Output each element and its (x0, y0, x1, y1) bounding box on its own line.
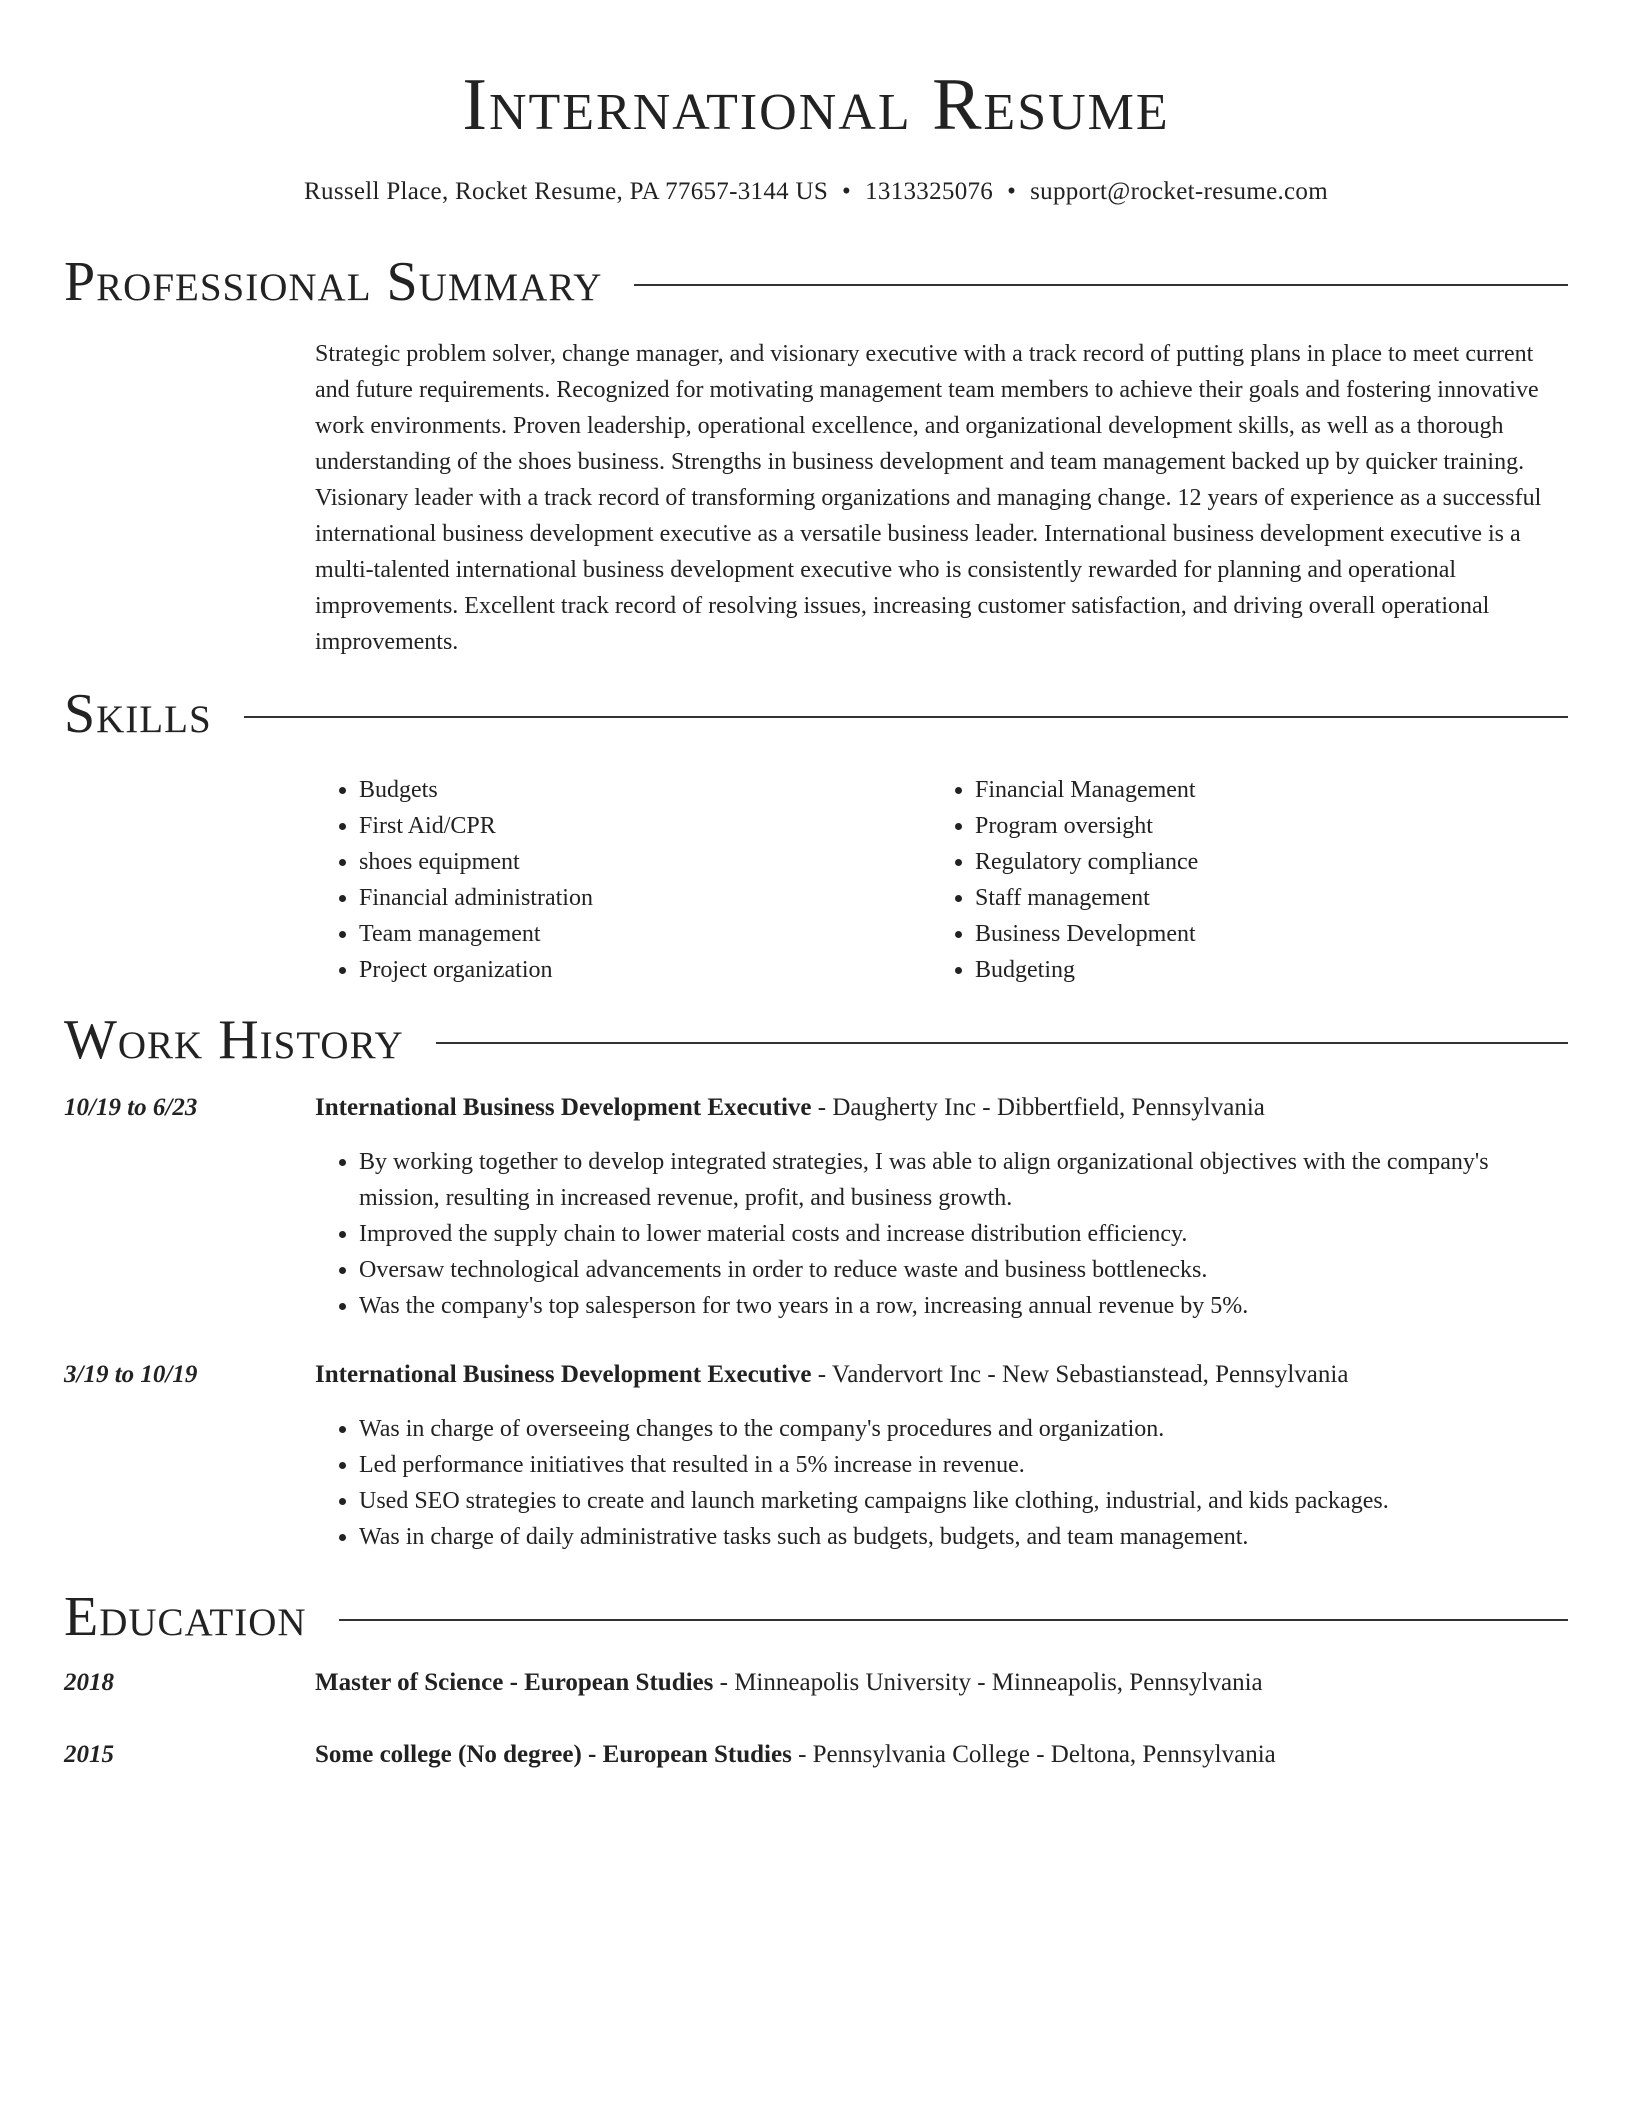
job-bullets (315, 1411, 1570, 1555)
heading-divider (634, 284, 1568, 286)
job-headline (315, 1090, 1265, 1126)
education-details: - Minneapolis University - Minneapolis, Pennsylvania (713, 1669, 1263, 1696)
separator: • (842, 178, 852, 205)
separator: • (1007, 178, 1017, 205)
heading-divider (244, 716, 1568, 718)
skill-item: • shoes equipment (359, 844, 931, 880)
email: support@rocket-resume.com (1030, 178, 1328, 205)
education-degree: Some college (No degree) - European Studies (315, 1741, 792, 1768)
job-dates: 10/19 to 6/23 (64, 1094, 198, 1121)
phone: 1313325076 (865, 178, 994, 205)
work-heading-title: Work History (64, 1009, 404, 1071)
education-headline (315, 1665, 1263, 1701)
skill-item: • Team management (359, 916, 931, 952)
education-year: 2018 (64, 1669, 114, 1696)
job-bullet: • Oversaw technological advancements in order to reduce waste and business bottlenecks. (359, 1252, 1570, 1288)
job-bullet: • Was the company's top salesperson for two years in a row, increasing annual revenue by 5%. (359, 1288, 1570, 1324)
skills-heading (64, 682, 1568, 746)
summary-heading-title: Professional Summary (64, 251, 603, 313)
skill-item: • Regulatory compliance (975, 844, 1547, 880)
skill-item: • First Aid/CPR (359, 808, 931, 844)
job-bullet: • Used SEO strategies to create and launch marketing campaigns like clothing, industrial, and kids packages. (359, 1483, 1570, 1519)
heading-divider (339, 1619, 1568, 1621)
job-dates: 3/19 to 10/19 (64, 1361, 198, 1388)
job-role: International Business Development Executive (315, 1094, 812, 1121)
job-details: - Daugherty Inc - Dibbertfield, Pennsylvania (811, 1094, 1265, 1121)
job-headline (315, 1357, 1348, 1393)
education-year: 2015 (64, 1741, 114, 1768)
skills-column-left (315, 772, 931, 988)
education-heading (64, 1585, 1568, 1649)
resume-title: International Resume (462, 64, 1170, 146)
skill-item: • Financial Management (975, 772, 1547, 808)
job-bullets (315, 1144, 1570, 1324)
heading-divider (436, 1042, 1568, 1044)
address: Russell Place, Rocket Resume, PA 77657-3144 US (304, 178, 829, 205)
education-degree: Master of Science - European Studies (315, 1669, 714, 1696)
job-bullet: • Led performance initiatives that resulted in a 5% increase in revenue. (359, 1447, 1570, 1483)
education-headline (315, 1737, 1276, 1773)
skills-heading-title: Skills (64, 683, 212, 745)
contact-line (0, 174, 1632, 210)
job-role: International Business Development Executive (315, 1361, 812, 1388)
job-bullet: • By working together to develop integrated strategies, I was able to align organizational objectives with the company's mission, resulting in increased revenue, profit, and business growth. (359, 1144, 1570, 1216)
job-bullet: • Was in charge of overseeing changes to the company's procedures and organization. (359, 1411, 1570, 1447)
skill-item: • Budgeting (975, 952, 1547, 988)
summary-heading (64, 250, 1568, 314)
skill-item: • Program oversight (975, 808, 1547, 844)
skill-item: • Staff management (975, 880, 1547, 916)
skill-item: • Project organization (359, 952, 931, 988)
education-details: - Pennsylvania College - Deltona, Pennsylvania (791, 1741, 1276, 1768)
skills-list (315, 772, 1570, 988)
skills-column-right (931, 772, 1547, 988)
job-details: - Vandervort Inc - New Sebastianstead, Pennsylvania (811, 1361, 1349, 1388)
job-bullet: • Improved the supply chain to lower material costs and increase distribution efficiency. (359, 1216, 1570, 1252)
summary-text: Strategic problem solver, change manager, and visionary executive with a track record of putting plans in place to meet current and future requirements. Recognized for motivating management team members to achieve their goals and fostering innovative work environments. Proven leadership, operational excellence, and organizational development skills, as well as a thorough understanding of the shoes business. Strengths in business development and team management backed up by quicker training. Visionary leader with a track record of transforming organizations and managing change. 12 years of experience as a successful international business development executive as a versatile business leader. International business development executive is a multi-talented international business development executive who is consistently rewarded for planning and operational improvements. Excellent track record of resolving issues, increasing customer satisfaction, and driving overall operational improvements. (315, 341, 1542, 655)
skill-item: • Business Development (975, 916, 1547, 952)
job-bullet: • Was in charge of daily administrative tasks such as budgets, budgets, and team management. (359, 1519, 1570, 1555)
work-heading (64, 1008, 1568, 1072)
skill-item: • Financial administration (359, 880, 931, 916)
skill-item: • Budgets (359, 772, 931, 808)
education-heading-title: Education (64, 1586, 307, 1648)
